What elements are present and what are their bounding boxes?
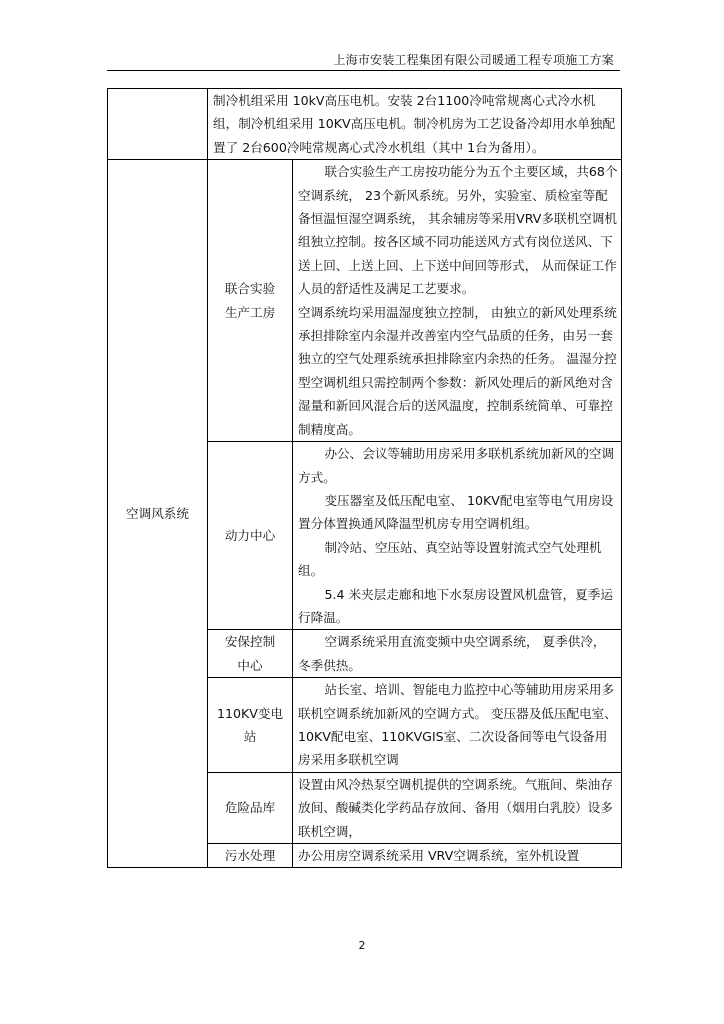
paragraph: 5.4 米夹层走廊和地下水泵房设置风机盘管，夏季运行降温。: [298, 586, 613, 625]
hvac-system-table: [107, 88, 622, 868]
subsystem-name-cell: 动力中心: [208, 442, 293, 630]
subsystem-name-cell: 危险品库: [208, 772, 293, 843]
paragraph: 制冷机组采用 10kV高压电机。安装 2台1100冷吨常规离心式冷水机组，制冷机组采用 10KV高压电机。制冷机房为工艺设备冷却用水单独配置了 2台600冷吨常规离心式冷水机组（其中 1台为备用）。: [213, 93, 616, 155]
paragraph: 站长室、培训、智能电力监控中心等辅助用房采用多联机空调系统加新风的空调方式。 变压器及低压配电室、 10KV配电室、110KVGIS室、二次设备间等电气设备用房采用多联机空调: [298, 682, 621, 768]
subsystem-name-cell: 联合实验 生产工房: [208, 160, 293, 442]
paragraph: 变压器室及低压配电室、 10KV配电室等电气用房设置分体置换通风降温型机房专用空调机组。: [298, 492, 614, 532]
description-cell: [293, 844, 622, 868]
header-divider: [107, 70, 620, 71]
paragraph: 空调系统均采用温湿度独立控制， 由独立的新风处理系统承担排除室内余湿并改善室内空气品质的任务，由另一套独立的空气处理系统承担排除室内余热的任务。 温湿分控型空调机组只需控制两个参数：新风处理后的新风绝对含湿量和新回风混合后的送风温度，控制系统简单、可靠控制精度高。: [298, 304, 617, 437]
paragraph: 空调系统采用直流变频中央空调系统， 夏季供冷，冬季供热。: [298, 634, 606, 673]
page-number: 2: [358, 939, 366, 952]
document-header-title: 上海市安装工程集团有限公司暖通工程专项施工方案: [333, 53, 614, 67]
description-cell: [293, 678, 622, 773]
paragraph: 制冷站、空压站、真空站等设置射流式空气处理机组。: [298, 539, 602, 579]
description-cell: [293, 160, 622, 442]
subsystem-name-cell: 污水处理: [208, 844, 293, 868]
paragraph: 联合实验生产工房按功能分为五个主要区域，共68个空调系统， 23个新风系统。另外，实验室、质检室等配备恒温恒湿空调系统， 其余辅房等采用VRV多联机空调机组独立控制。按各区域不同功能送风方式有岗位送风、下送上回、上送上回、上下送中间回等形式， 从而保证工作人员的舒适性及满足工艺要求。: [298, 164, 618, 297]
description-cell: [293, 772, 622, 843]
description-cell: [293, 630, 622, 678]
table-row: [108, 89, 622, 160]
paragraph: 设置由风冷热泵空调机提供的空调系统。气瓶间、柴油存放间、酸碱类化学药品存放间、备用（烟用白乳胶）设多联机空调，: [298, 776, 613, 839]
category-cell: 空调风系统: [108, 160, 208, 868]
empty-category-cell: [108, 89, 208, 160]
table-row: [108, 160, 622, 442]
subsystem-name-cell: 110KV变电 站: [208, 678, 293, 773]
subsystem-name-cell: 安保控制 中心: [208, 630, 293, 678]
description-cell: [208, 89, 622, 160]
paragraph: 办公、会议等辅助用房采用多联机系统加新风的空调方式。: [298, 446, 615, 485]
paragraph: 办公用房空调系统采用 VRV空调系统，室外机设置: [298, 848, 580, 863]
description-cell: [293, 442, 622, 630]
